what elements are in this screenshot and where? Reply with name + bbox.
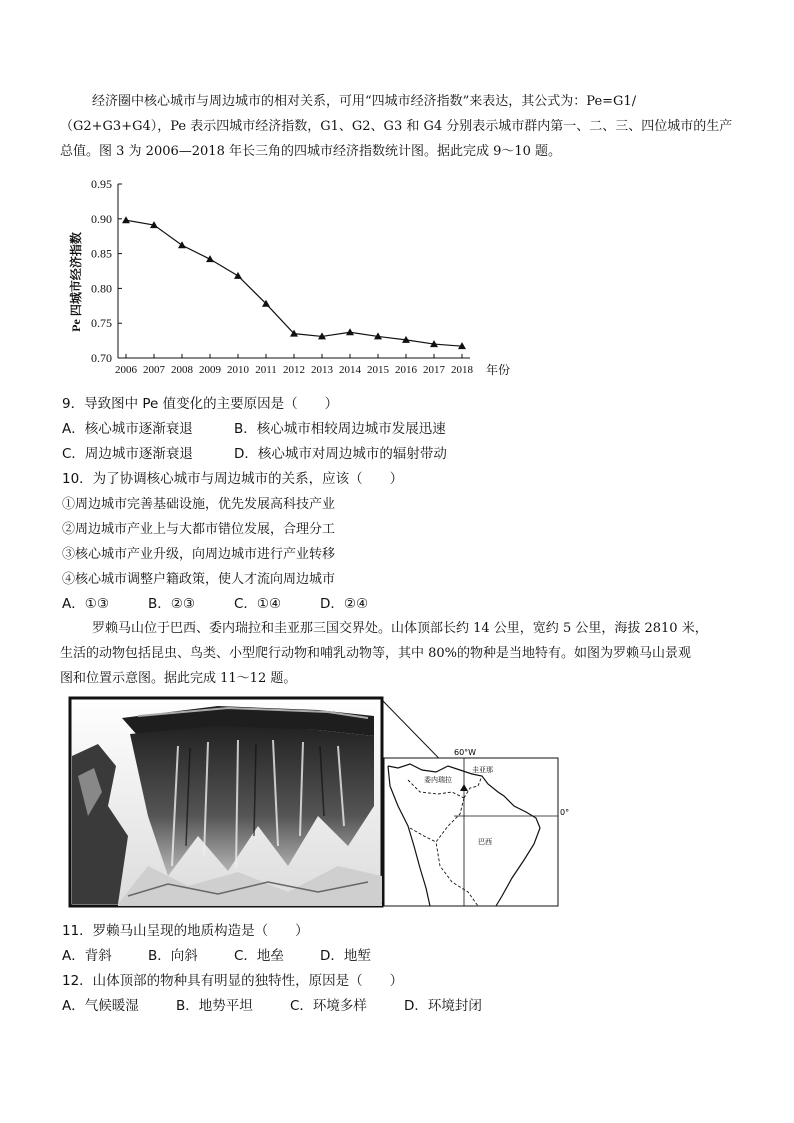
y-tick-label: 0.90 bbox=[91, 211, 112, 226]
x-tick-label: 2007 bbox=[143, 364, 165, 376]
intro1-line-2: （G2+G3+G4），Pe 表示四城市经济指数，G1、G2、G3 和 G4 分别表示城市群内第一、二、三、四位城市的生产 bbox=[60, 119, 733, 134]
country-guyana: 圭亚那 bbox=[472, 766, 493, 774]
lat-label: 0° bbox=[560, 808, 570, 817]
y-axis-label: Pe 四城市经济指数 bbox=[69, 232, 83, 332]
x-tick-label: 2014 bbox=[339, 364, 361, 376]
y-tick-label: 0.80 bbox=[91, 281, 112, 296]
q9-option-a[interactable]: A．核心城市逐渐衰退 bbox=[62, 421, 193, 437]
q9-stem: 9．导致图中 Pe 值变化的主要原因是（ ） bbox=[62, 396, 339, 412]
q10-item-1: ①周边城市完善基础设施，优先发展高科技产业 bbox=[62, 497, 336, 512]
q10-item-2: ②周边城市产业上与大都市错位发展，合理分工 bbox=[62, 522, 336, 537]
q10-options bbox=[62, 596, 368, 613]
q10-option-d[interactable]: D．②④ bbox=[320, 596, 369, 612]
x-tick-label: 2006 bbox=[115, 364, 137, 376]
pe-line-chart bbox=[60, 172, 520, 382]
intro1-line-1: 经济圈中核心城市与周边城市的相对关系，可用“四城市经济指数”来表达，其公式为：Pe=G1/ bbox=[92, 94, 637, 109]
q10-stem: 10．为了协调核心城市与周边城市的关系，应该（ ） bbox=[62, 471, 404, 487]
q9-option-b[interactable]: B．核心城市相较周边城市发展迅速 bbox=[234, 421, 446, 437]
landscape-photo bbox=[70, 698, 382, 906]
q9-options-row1 bbox=[62, 421, 446, 438]
data-point-marker bbox=[206, 255, 214, 262]
intro2-line-1: 罗赖马山位于巴西、委内瑞拉和圭亚那三国交界处。山体顶部长约 14 公里，宽约 5 公里，海拔 2810 米， bbox=[92, 621, 708, 636]
x-tick-label: 2011 bbox=[255, 364, 277, 376]
q12-option-d[interactable]: D．环境封闭 bbox=[404, 998, 482, 1014]
q11-stem: 11．罗赖马山呈现的地质构造是（ ） bbox=[62, 923, 309, 939]
q12-option-b[interactable]: B．地势平坦 bbox=[176, 998, 253, 1014]
x-tick-label: 2008 bbox=[171, 364, 193, 376]
data-point-marker bbox=[122, 216, 130, 223]
data-point-marker bbox=[178, 241, 186, 248]
q9-options-row2 bbox=[62, 446, 447, 463]
chart-series bbox=[122, 216, 466, 349]
q10-item-3: ③核心城市产业升级，向周边城市进行产业转移 bbox=[62, 547, 336, 562]
y-tick-label: 0.75 bbox=[91, 316, 112, 331]
x-tick-label: 2018 bbox=[451, 364, 473, 376]
data-point-marker bbox=[234, 272, 242, 279]
x-tick-label: 2009 bbox=[199, 364, 221, 376]
q9-option-c[interactable]: C．周边城市逐渐衰退 bbox=[62, 446, 193, 462]
q11-option-a[interactable]: A．背斜 bbox=[62, 948, 112, 964]
x-tick-label: 2012 bbox=[283, 364, 305, 376]
q11-options bbox=[62, 948, 371, 965]
q11-option-d[interactable]: D．地堑 bbox=[320, 948, 371, 964]
x-tick-label: 2017 bbox=[423, 364, 445, 376]
q10-option-b[interactable]: B．②③ bbox=[148, 596, 195, 612]
intro1-line-3: 总值。图 3 为 2006—2018 年长三角的四城市经济指数统计图。据此完成 9～10 题。 bbox=[60, 144, 562, 159]
q12-stem: 12．山体顶部的物种具有明显的独特性，原因是（ ） bbox=[62, 973, 404, 989]
q12-option-c[interactable]: C．环境多样 bbox=[290, 998, 367, 1014]
x-tick-label: 2013 bbox=[311, 364, 333, 376]
intro2-line-3: 图和位置示意图。据此完成 11～12 题。 bbox=[60, 671, 297, 686]
intro2-line-2: 生活的动物包括昆虫、鸟类、小型爬行动物和哺乳动物等，其中 80%的物种是当地特有。如图为罗赖马山景观 bbox=[60, 646, 692, 661]
country-venezuela: 委内瑞拉 bbox=[424, 776, 452, 784]
q10-option-a[interactable]: A．①③ bbox=[62, 596, 109, 612]
country-brazil: 巴西 bbox=[478, 838, 492, 846]
series-line bbox=[126, 220, 462, 346]
location-map bbox=[384, 748, 569, 906]
y-tick-label: 0.85 bbox=[91, 246, 112, 261]
q12-option-a[interactable]: A．气候暖湿 bbox=[62, 998, 139, 1014]
q11-option-b[interactable]: B．向斜 bbox=[148, 948, 198, 964]
x-tick-label: 2010 bbox=[227, 364, 249, 376]
y-tick-label: 0.70 bbox=[91, 351, 112, 365]
q10-option-c[interactable]: C．①④ bbox=[234, 596, 282, 612]
q12-options bbox=[62, 998, 482, 1015]
x-axis-label: 年份 bbox=[486, 363, 511, 377]
data-point-marker bbox=[346, 328, 354, 335]
x-tick-label: 2015 bbox=[367, 364, 389, 376]
lon-label: 60°W bbox=[454, 748, 477, 757]
q9-option-d[interactable]: D．核心城市对周边城市的辐射带动 bbox=[234, 446, 447, 462]
y-tick-label: 0.95 bbox=[91, 177, 112, 191]
roraima-figure bbox=[68, 696, 568, 912]
chart-ticks bbox=[91, 177, 474, 376]
q10-item-4: ④核心城市调整户籍政策，使人才流向周边城市 bbox=[62, 572, 336, 587]
x-tick-label: 2016 bbox=[395, 364, 417, 376]
q11-option-c[interactable]: C．地垒 bbox=[234, 948, 284, 964]
